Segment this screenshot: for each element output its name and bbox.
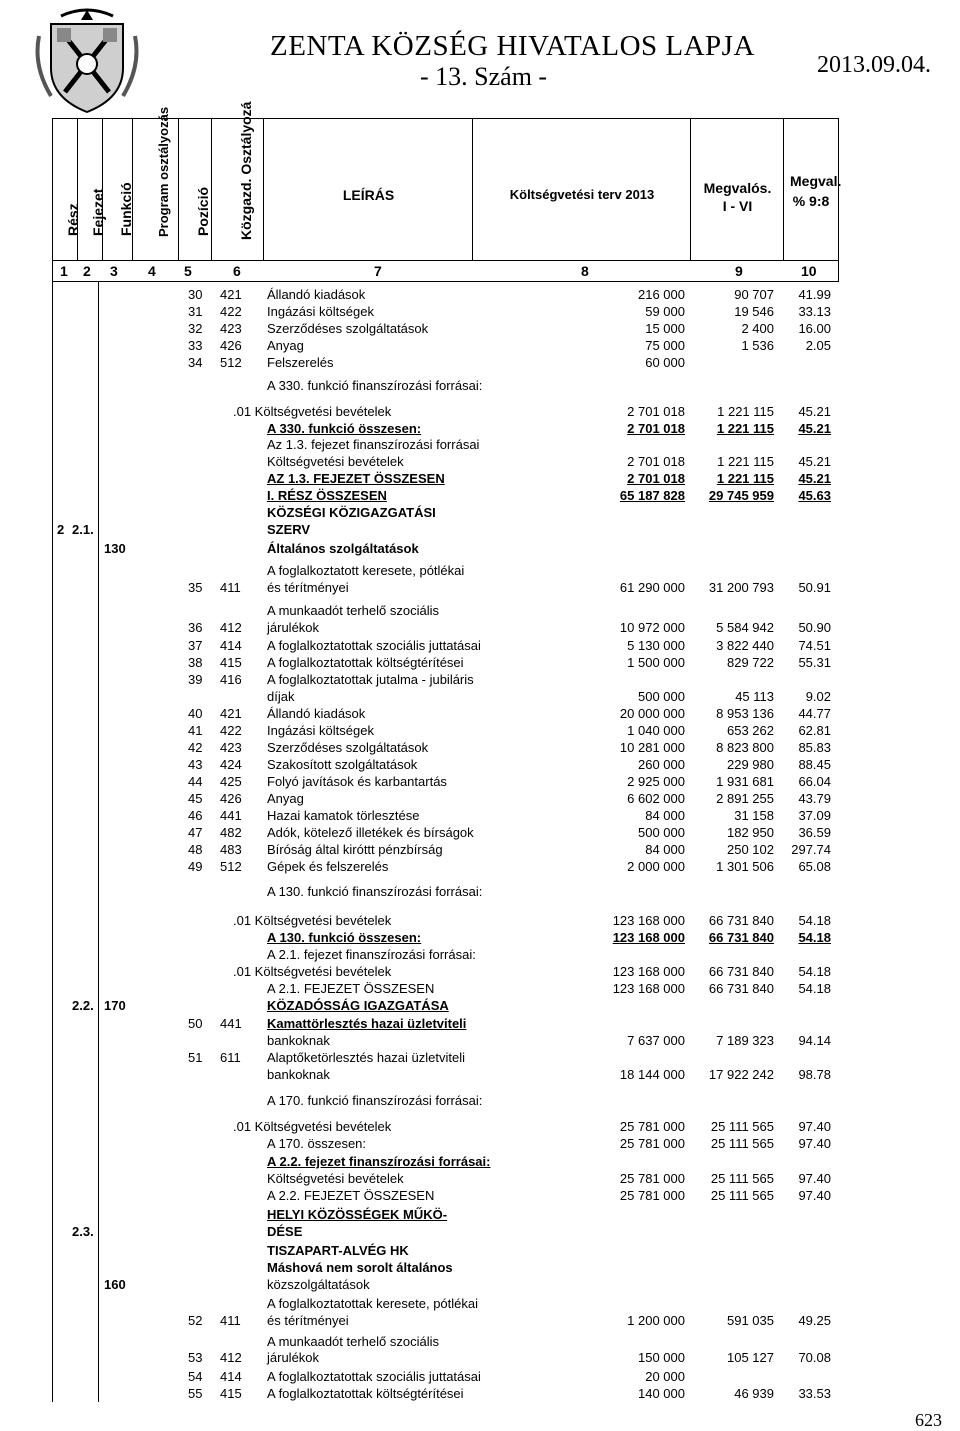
percent-cell: 97.40 [798,1119,831,1134]
percent-cell: 55.31 [798,655,831,670]
issue-date: 2013.09.04. [817,52,931,78]
description-cell: A foglalkoztatottak keresete, pótlékai [267,1296,479,1311]
coat-of-arms-icon [31,6,143,116]
column-number: 5 [184,263,192,279]
realization-cell: 1 221 115 [717,404,774,419]
plan-cell: 25 781 000 [619,1171,685,1186]
percent-cell: 50.91 [798,580,831,595]
kozgazd-cell: 611 [220,1050,241,1065]
description-cell: A munkaadót terhelő szociális [267,603,439,618]
percent-cell: 97.40 [798,1188,831,1203]
plan-cell: 10 972 000 [619,620,685,635]
kozgazd-cell: 411 [220,1313,241,1328]
plan-cell: 123 168 000 [612,981,685,996]
realization-cell: 66 731 840 [708,981,774,996]
kozgazd-cell: 441 [220,1016,242,1031]
publication-title: ZENTA KÖZSÉG HIVATALOS LAPJA [270,30,755,62]
description-cell: KÖZADÓSSÁG IGAZGATÁSA [267,998,449,1013]
kozgazd-cell: 426 [220,338,242,353]
description-cell: Hazai kamatok törlesztése [267,808,420,823]
column-number: 8 [581,263,589,279]
realization-cell: 5 584 942 [716,620,774,635]
percent-cell: 88.45 [798,757,831,772]
percent-cell: 43.79 [798,791,831,806]
description-cell: Alaptőketörlesztés hazai üzletviteli [267,1050,465,1065]
pozicio-cell: 37 [188,638,203,653]
percent-cell: 297.74 [791,842,831,857]
funkcio-cell: 160 [104,1277,126,1292]
description-cell: A 170. összesen: [267,1136,367,1151]
percent-cell: 54.18 [798,930,831,945]
pozicio-cell: 54 [188,1369,203,1384]
percent-cell: 33.53 [798,1386,831,1401]
percent-cell: 41.99 [798,287,831,302]
description-cell: Ingázási költségek [267,304,374,319]
plan-cell: 84 000 [645,842,685,857]
plan-cell: 75 000 [645,338,685,353]
realization-cell: 66 731 840 [708,930,774,945]
plan-cell: 1 200 000 [627,1313,685,1328]
realization-cell: 7 189 323 [716,1033,774,1048]
plan-cell: 20 000 000 [619,706,685,721]
kozgazd-cell: 414 [220,1369,242,1384]
plan-cell: 1 040 000 [627,723,685,738]
plan-cell: 84 000 [645,808,685,823]
realization-cell: 1 221 115 [716,421,774,436]
plan-cell: 6 602 000 [627,791,685,806]
plan-cell: 2 701 018 [627,404,685,419]
realization-cell: 66 731 840 [708,964,774,979]
realization-cell: 8 953 136 [716,706,774,721]
kozgazd-cell: 425 [220,774,242,789]
percent-cell: 45.63 [798,488,831,503]
plan-cell: 500 000 [638,689,685,704]
column-number: 9 [735,263,743,279]
pozicio-cell: 52 [188,1313,203,1328]
pozicio-cell: 45 [188,791,203,806]
pozicio-cell: 53 [188,1350,203,1365]
description-cell: Az 1.3. fejezet finanszírozási forrásai [267,437,480,452]
description-cell: Felszerelés [267,355,334,370]
description-cell: A 2.1. FEJEZET ÖSSZESEN [267,981,435,996]
page-header [0,0,960,118]
kozgazd-cell: 483 [220,842,242,857]
plan-cell: 260 000 [638,757,685,772]
realization-cell: 46 939 [734,1386,774,1401]
plan-cell: 140 000 [638,1386,685,1401]
description-cell: .01 Költségvetési bevételek [233,404,392,419]
plan-cell: 60 000 [645,355,685,370]
issue-number: - 13. Szám - [420,62,548,91]
pozicio-cell: 44 [188,774,203,789]
description-cell: A 170. funkció finanszírozási forrásai: [267,1093,483,1108]
realization-cell: 90 707 [734,287,774,302]
realization-cell: 45 113 [735,689,774,704]
percent-cell: 62.81 [798,723,831,738]
kozgazd-cell: 411 [220,580,241,595]
percent-cell: 2.05 [805,338,831,353]
plan-cell: 15 000 [645,321,685,336]
percent-cell: 44.77 [798,706,831,721]
plan-cell: 7 637 000 [627,1033,685,1048]
kozgazd-cell: 512 [220,355,242,370]
fejezet-cell: 2.3. [72,1224,94,1239]
realization-cell: 25 111 565 [710,1171,774,1186]
percent-cell: 66.04 [798,774,831,789]
plan-cell: 2 701 018 [627,454,685,469]
description-cell: .01 Költségvetési bevételek [233,964,392,979]
col-terv-label: Költségvetési terv 2013 [509,187,655,202]
col-resz [53,119,81,260]
description-cell: Szerződéses szolgáltatások [267,740,429,755]
plan-cell: 1 500 000 [627,655,685,670]
percent-cell: 70.08 [798,1350,831,1365]
description-cell: A foglalkoztatottak szociális juttatásai [267,638,481,653]
kozgazd-cell: 426 [220,791,242,806]
percent-cell: 54.18 [798,964,831,979]
realization-cell: 2 400 [741,321,774,336]
column-number: 1 [60,263,68,279]
kozgazd-cell: 422 [220,723,242,738]
description-cell: Anyag [267,791,304,806]
description-cell: HELYI KÖZÖSSÉGEK MŰKÖ- [267,1207,448,1222]
plan-cell: 123 168 000 [612,913,685,928]
pozicio-cell: 40 [188,706,203,721]
plan-cell: 61 290 000 [619,580,685,595]
col-funkcio-label: Funkció [117,182,134,236]
description-cell: DÉSE [267,1224,303,1239]
description-cell: A 130. funkció összesen: [267,930,422,945]
description-cell: Költségvetési bevételek [267,454,404,469]
left-border-rule [52,282,53,1402]
realization-cell: 25 111 565 [710,1136,774,1151]
description-cell: A 330. funkció összesen: [267,421,422,436]
col-fejezet [78,119,106,260]
description-cell: bankoknak [267,1033,330,1048]
description-cell: KÖZSÉGI KÖZIGAZGATÁSI [267,505,436,520]
realization-cell: 31 200 793 [708,580,774,595]
kozgazd-cell: 512 [220,859,242,874]
plan-cell: 20 000 [645,1369,685,1384]
description-cell: I. RÉSZ ÖSSZESEN [267,488,387,503]
description-cell: .01 Költségvetési bevételek [233,1119,392,1134]
column-number: 6 [233,263,241,279]
kozgazd-cell: 441 [220,808,242,823]
percent-cell: 45.21 [798,471,831,486]
percent-cell: 85.83 [798,740,831,755]
kozgazd-cell: 412 [220,1350,242,1365]
pozicio-cell: 32 [188,321,203,336]
pozicio-cell: 35 [188,580,203,595]
description-cell: A 2.2. fejezet finanszírozási forrásai: [267,1154,491,1169]
kozgazd-cell: 421 [220,706,242,721]
col-pozicio-label: Pozíció [195,186,211,236]
description-cell: Szerződéses szolgáltatások [267,321,429,336]
column-number: 10 [801,263,817,279]
pozicio-cell: 38 [188,655,203,670]
col-program-label: Program osztályozás [155,106,171,237]
percent-cell: 50.90 [798,620,831,635]
realization-cell: 1 221 115 [716,471,774,486]
pozicio-cell: 49 [188,859,203,874]
percent-cell: 94.14 [798,1033,831,1048]
description-cell: Adók, kötelező illetékek és bírságok [267,825,474,840]
description-cell: A 2.2. FEJEZET ÖSSZESEN [267,1188,435,1203]
col-leiras-label: LEÍRÁS [342,187,395,203]
description-cell: járulékok [267,1350,320,1365]
pozicio-cell: 33 [188,338,203,353]
description-cell: A foglalkoztatottak jutalma - jubiláris [267,672,474,687]
pozicio-cell: 47 [188,825,203,840]
kozgazd-cell: 421 [220,287,242,302]
description-cell: .01 Költségvetési bevételek [233,913,392,928]
description-cell: Általános szolgáltatások [267,541,419,556]
col-resz-label: Rész [65,203,81,236]
realization-cell: 31 158 [734,808,774,823]
plan-cell: 2 925 000 [627,774,685,789]
realization-cell: 1 536 [741,338,774,353]
column-number-row [52,261,839,282]
col-megvalos-label: Megvalós. I - VI [703,180,772,214]
percent-cell: 45.21 [798,421,831,436]
column-number: 2 [83,263,91,279]
percent-cell: 45.21 [798,454,831,469]
percent-cell: 54.18 [798,981,831,996]
realization-cell: 653 262 [727,723,774,738]
col-megval-pct-label: Megval. % 9:8 [790,173,842,209]
percent-cell: 45.21 [798,404,831,419]
description-cell: Állandó kiadások [267,706,366,721]
col-pozicio [179,119,212,260]
percent-cell: 54.18 [798,913,831,928]
col-terv [473,119,691,260]
description-cell: A foglalkoztatottak szociális juttatásai [267,1369,481,1384]
realization-cell: 182 950 [727,825,774,840]
percent-cell: 98.78 [798,1067,831,1082]
percent-cell: 74.51 [798,638,831,653]
description-cell: Gépek és felszerelés [267,859,389,874]
description-cell: Máshová nem sorolt általános [267,1260,453,1275]
description-cell: közszolgáltatások [267,1277,370,1292]
plan-cell: 59 000 [645,304,685,319]
col-kozgazd-label: Közgazd. Osztályozá [237,101,254,240]
realization-cell: 591 035 [727,1313,774,1328]
pozicio-cell: 36 [188,620,203,635]
kozgazd-cell: 412 [220,620,242,635]
description-cell: Állandó kiadások [267,287,366,302]
plan-cell: 25 781 000 [619,1188,685,1203]
plan-cell: 2 701 018 [627,421,685,436]
realization-cell: 19 546 [734,304,774,319]
plan-cell: 123 168 000 [612,930,685,945]
pozicio-cell: 51 [188,1050,203,1065]
realization-cell: 229 980 [727,757,774,772]
plan-cell: 5 130 000 [627,638,685,653]
col-program [133,106,179,260]
realization-cell: 29 745 959 [708,488,774,503]
plan-cell: 10 281 000 [619,740,685,755]
pozicio-cell: 42 [188,740,203,755]
percent-cell: 33.13 [798,304,831,319]
plan-cell: 65 187 828 [619,488,685,503]
plan-cell: 500 000 [638,825,685,840]
pozicio-cell: 50 [188,1016,203,1031]
plan-cell: 150 000 [638,1350,685,1365]
realization-cell: 17 922 242 [708,1067,774,1082]
kozgazd-cell: 414 [220,638,242,653]
column-number: 3 [110,263,118,279]
col-leiras [264,119,473,260]
col-fejezet-label: Fejezet [90,188,106,236]
pozicio-cell: 30 [188,287,203,302]
kozgazd-cell: 416 [220,672,242,687]
plan-cell: 123 168 000 [612,964,685,979]
pozicio-cell: 43 [188,757,203,772]
kozgazd-cell: 482 [220,825,242,840]
col-funkcio [103,119,133,260]
plan-cell: 2 701 018 [627,471,685,486]
col-megvalos [691,119,784,260]
plan-cell: 25 781 000 [619,1119,685,1134]
percent-cell: 37.09 [798,808,831,823]
funkcio-cell: 170 [104,998,126,1013]
description-cell: és térítményei [267,1313,349,1328]
description-cell: TISZAPART-ALVÉG HK [267,1243,409,1258]
chapter-column-rule [98,282,99,1402]
pozicio-cell: 46 [188,808,203,823]
kozgazd-cell: 424 [220,757,242,772]
percent-cell: 49.25 [798,1313,831,1328]
kozgazd-cell: 422 [220,304,242,319]
percent-cell: 36.59 [798,825,831,840]
description-cell: A munkaadót terhelő szociális [267,1334,439,1349]
kozgazd-cell: 415 [220,1386,242,1401]
description-cell: A foglalkoztatottak költségtérítései [267,1386,464,1401]
percent-cell: 16.00 [798,321,831,336]
pozicio-cell: 31 [188,304,203,319]
percent-cell: 65.08 [798,859,831,874]
page-number: 623 [915,1410,942,1430]
description-cell: A 130. funkció finanszírozási forrásai: [267,884,483,899]
pozicio-cell: 55 [188,1386,203,1401]
realization-cell: 829 722 [727,655,774,670]
description-cell: A 2.1. fejezet finanszírozási forrásai: [267,947,476,962]
realization-cell: 250 102 [727,842,774,857]
pozicio-cell: 41 [188,723,203,738]
percent-cell: 9.02 [805,689,831,704]
pozicio-cell: 39 [188,672,203,687]
description-cell: A 330. funkció finanszírozási forrásai: [267,378,483,393]
description-cell: Bíróság által kiróttt pénzbírság [267,842,443,857]
description-cell: bankoknak [267,1067,330,1082]
description-cell: SZERV [267,522,311,537]
realization-cell: 1 301 506 [716,859,774,874]
plan-cell: 18 144 000 [619,1067,685,1082]
kozgazd-cell: 423 [220,321,242,336]
description-cell: AZ 1.3. FEJEZET ÖSSZESEN [267,471,445,486]
realization-cell: 2 891 255 [716,791,774,806]
column-number: 4 [148,263,156,279]
resz-cell: 2 [57,522,65,537]
col-kozgazd [212,101,264,260]
description-cell: A foglalkoztatottak költségtérítései [267,655,464,670]
plan-cell: 216 000 [638,287,685,302]
realization-cell: 3 822 440 [716,638,774,653]
pozicio-cell: 34 [188,355,203,370]
description-cell: és térítményei [267,580,349,595]
percent-cell: 97.40 [798,1171,831,1186]
kozgazd-cell: 423 [220,740,242,755]
funkcio-cell: 130 [104,541,126,556]
percent-cell: 97.40 [798,1136,831,1151]
realization-cell: 8 823 800 [716,740,774,755]
description-cell: járulékok [267,620,320,635]
kozgazd-cell: 415 [220,655,242,670]
fejezet-cell: 2.1. [72,522,94,537]
realization-cell: 105 127 [727,1350,774,1365]
column-number: 7 [374,263,382,279]
plan-cell: 2 000 000 [627,859,685,874]
description-cell: Ingázási költségek [267,723,374,738]
col-megval-pct [784,119,842,260]
description-cell: Anyag [267,338,304,353]
description-cell: Folyó javítások és karbantartás [267,774,447,789]
description-cell: A foglalkoztatott keresete, pótlékai [267,563,465,578]
realization-cell: 1 931 681 [716,774,774,789]
description-cell: Kamattörlesztés hazai üzletviteli [267,1016,467,1031]
description-cell: díjak [267,689,295,704]
pozicio-cell: 48 [188,842,203,857]
realization-cell: 25 111 565 [710,1119,774,1134]
fejezet-cell: 2.2. [72,998,94,1013]
table-header [52,101,842,261]
realization-cell: 25 111 565 [710,1188,774,1203]
realization-cell: 66 731 840 [708,913,774,928]
plan-cell: 25 781 000 [619,1136,685,1151]
realization-cell: 1 221 115 [717,454,774,469]
description-cell: Költségvetési bevételek [267,1171,404,1186]
description-cell: Szakosított szolgáltatások [267,757,418,772]
